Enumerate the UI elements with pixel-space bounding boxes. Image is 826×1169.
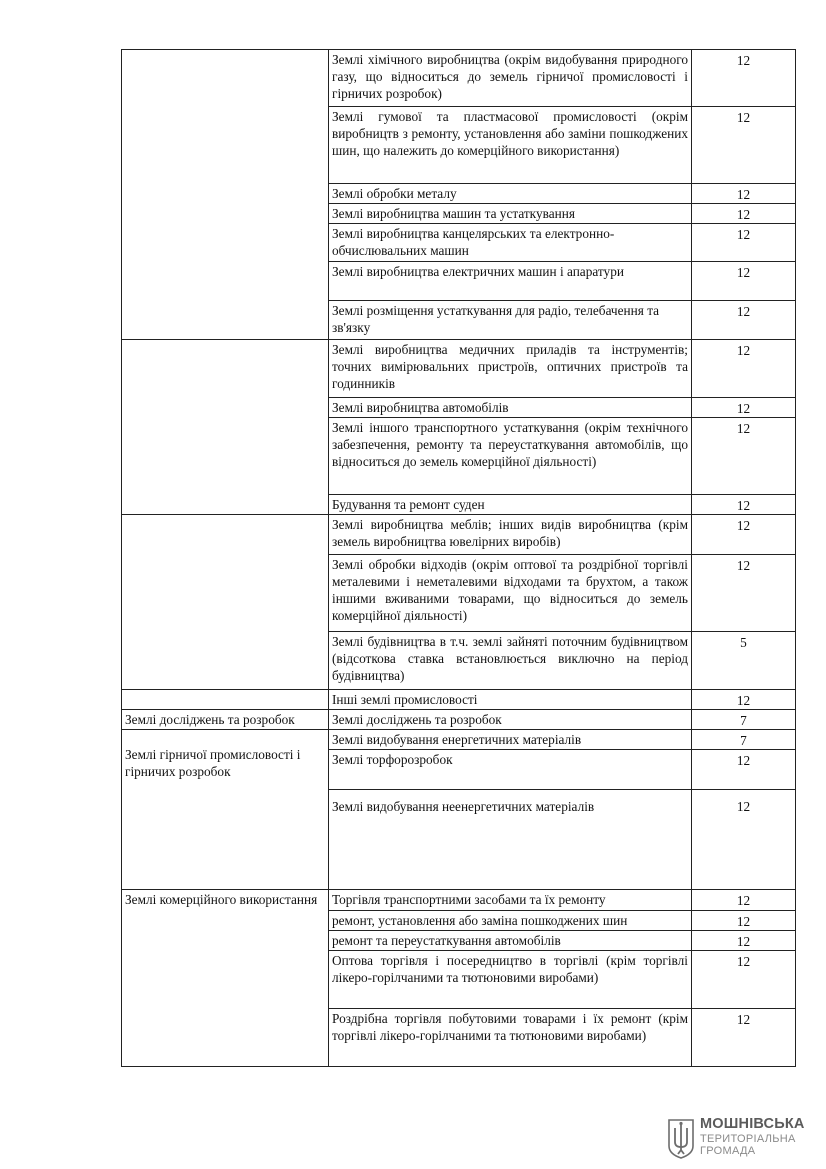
rate-cell: 12 <box>692 107 796 184</box>
description-cell: Землі видобування енергетичних матеріалів <box>329 730 692 750</box>
rate-cell: 12 <box>692 790 796 890</box>
table-row <box>122 730 796 750</box>
description-cell: Землі виробництва медичних приладів та інструментів; точних вимірювальних пристроїв, оптичних пристроїв та годинників <box>329 340 692 398</box>
table-row <box>122 515 796 555</box>
rate-cell: 12 <box>692 301 796 340</box>
category-cell <box>122 515 329 690</box>
rate-cell: 12 <box>692 690 796 710</box>
rate-cell: 12 <box>692 495 796 515</box>
category-cell <box>122 50 329 340</box>
description-cell: Землі гумової та пластмасової промисловості (окрім виробництв з ремонту, установлення або заміни пошкоджених шин, що належить до комерційного використання) <box>329 107 692 184</box>
table-row <box>122 340 796 398</box>
description-cell: Землі досліджень та розробок <box>329 710 692 730</box>
category-cell: Землі досліджень та розробок <box>122 710 329 730</box>
community-logo <box>666 1116 806 1160</box>
description-cell: Землі видобування неенергетичних матеріалів <box>329 790 692 890</box>
logo-title: МОШНІВСЬКА <box>700 1116 805 1132</box>
description-cell: Землі виробництва автомобілів <box>329 398 692 418</box>
description-cell: Землі виробництва електричних машин і апаратури <box>329 262 692 301</box>
logo-subtitle: ГРОМАДА <box>700 1145 756 1157</box>
rate-cell: 12 <box>692 1009 796 1067</box>
rate-cell: 12 <box>692 931 796 951</box>
category-cell: Землі гірничої промисловості і гірничих розробок <box>122 730 329 890</box>
rate-cell: 12 <box>692 515 796 555</box>
rate-cell: 12 <box>692 890 796 911</box>
description-cell: Землі виробництва меблів; інших видів виробництва (крім земель виробництва ювелірних виробів) <box>329 515 692 555</box>
rate-cell: 12 <box>692 911 796 931</box>
description-cell: ремонт та переустаткування автомобілів <box>329 931 692 951</box>
description-cell: Землі обробки металу <box>329 184 692 204</box>
description-cell: ремонт, установлення або заміна пошкоджених шин <box>329 911 692 931</box>
rate-cell: 12 <box>692 398 796 418</box>
rate-cell: 12 <box>692 262 796 301</box>
description-cell: Оптова торгівля і посередництво в торгівлі (крім торгівлі лікеро-горілчаними та тютюновими виробами) <box>329 951 692 1009</box>
table-row <box>122 890 796 911</box>
rate-cell: 12 <box>692 204 796 224</box>
rate-cell: 12 <box>692 224 796 262</box>
description-cell: Землі виробництва машин та устаткування <box>329 204 692 224</box>
description-cell: Землі будівництва в т.ч. землі зайняті поточним будівництвом (відсоткова ставка встановлюється виключно на період будівництва) <box>329 632 692 690</box>
rate-cell: 5 <box>692 632 796 690</box>
table-row <box>122 50 796 107</box>
description-cell: Торгівля транспортними засобами та їх ремонту <box>329 890 692 911</box>
description-cell: Роздрібна торгівля побутовими товарами і їх ремонт (крім торгівлі лікеро-горілчаними та тютюновими виробами) <box>329 1009 692 1067</box>
rate-cell: 12 <box>692 184 796 204</box>
rate-cell: 12 <box>692 340 796 398</box>
description-cell: Землі торфорозробок <box>329 750 692 790</box>
rate-cell: 12 <box>692 555 796 632</box>
description-cell: Землі хімічного виробництва (окрім видобування природного газу, що відноситься до земель гірничої промисловості і гірничих розробок) <box>329 50 692 107</box>
description-cell: Землі обробки відходів (окрім оптової та роздрібної торгівлі металевими і неметалевими відходами та брухтом, а також іншими вживаними товарами, що відноситься до земель комерційної діяльності) <box>329 555 692 632</box>
land-rate-table <box>121 49 796 1067</box>
description-cell: Інші землі промисловості <box>329 690 692 710</box>
description-cell: Будування та ремонт суден <box>329 495 692 515</box>
category-cell <box>122 690 329 710</box>
trident-icon <box>666 1116 696 1160</box>
rate-cell: 7 <box>692 730 796 750</box>
rate-cell: 12 <box>692 750 796 790</box>
description-cell: Землі розміщення устаткування для радіо, телебачення та зв'язку <box>329 301 692 340</box>
description-cell: Землі іншого транспортного устаткування (окрім технічного забезпечення, ремонту та переустаткування автомобілів, що відноситься до земель комерційної діяльності) <box>329 418 692 495</box>
description-cell: Землі виробництва канцелярських та електронно-обчислювальних машин <box>329 224 692 262</box>
rate-cell: 12 <box>692 50 796 107</box>
table-row <box>122 710 796 730</box>
rate-cell: 12 <box>692 951 796 1009</box>
logo-subtitle: ТЕРИТОРІАЛЬНА <box>700 1133 796 1145</box>
table-row <box>122 690 796 710</box>
rate-cell: 7 <box>692 710 796 730</box>
category-cell: Землі комерційного використання <box>122 890 329 1067</box>
rate-cell: 12 <box>692 418 796 495</box>
category-cell <box>122 340 329 515</box>
